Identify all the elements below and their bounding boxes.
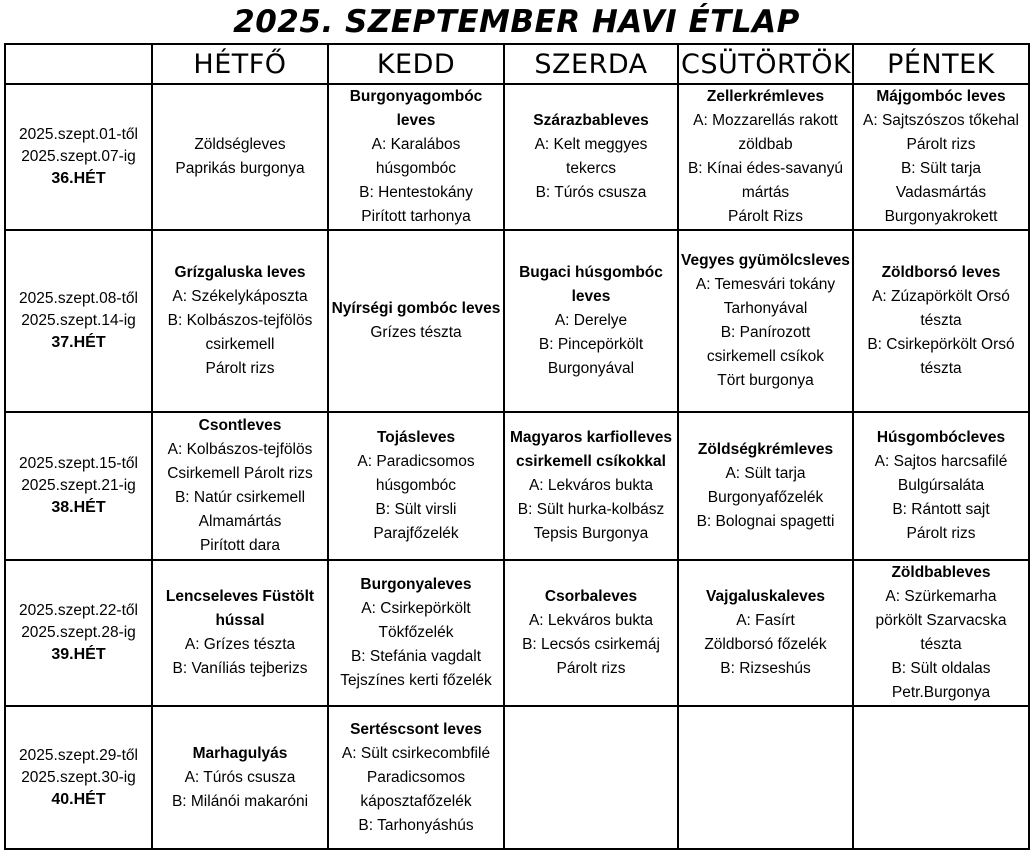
day-header-row — [5, 44, 1029, 84]
week-date-cell — [5, 560, 152, 706]
dish-line: A: Paradicsomos — [357, 453, 475, 470]
day-header-wednesday: SZERDA — [504, 44, 678, 84]
soup-line: Sertéscsont leves — [350, 720, 482, 738]
soup-line: Vegyes gyümölcsleves — [681, 252, 850, 269]
menu-cell-thursday — [678, 412, 853, 560]
week-date-cell — [5, 230, 152, 412]
menu-cell-friday — [853, 230, 1029, 412]
menu-title: 2025. SZEPTEMBER HAVI ÉTLAP — [233, 4, 800, 40]
dish-line: B: Rántott sajt — [892, 501, 990, 518]
week-row — [5, 412, 1029, 560]
dish-line: Almamártás — [198, 513, 282, 530]
dish-line: B: Csirkepörkölt Orsó — [867, 336, 1015, 353]
dish-line: B: Bolognai spagetti — [696, 513, 835, 530]
dish-line: A: Grízes tészta — [184, 636, 296, 653]
soup-line: Szárazbableves — [533, 112, 649, 129]
week-number-value: 37. — [51, 334, 74, 351]
week-number-label: HÉT — [73, 790, 106, 808]
dish-line: B: Panírozott — [720, 324, 811, 341]
dish-line: Grízes tészta — [370, 324, 462, 341]
dish-line: A: Lekváros bukta — [528, 477, 654, 494]
soup-line: Csorbaleves — [544, 588, 638, 605]
menu-cell-tuesday — [328, 230, 504, 412]
dish-line: B: Stefánia vagdalt — [350, 648, 482, 665]
soup-line: Csontleves — [198, 417, 282, 434]
dish-line: Párolt rizs — [906, 136, 976, 153]
menu-cell-thursday — [678, 560, 853, 706]
week-start-date: 2025.szept.15-től — [19, 455, 138, 472]
dish-line: B: Milánói makaróni — [171, 792, 309, 810]
menu-cell-friday — [853, 706, 1029, 849]
day-header-friday: PÉNTEK — [853, 44, 1029, 84]
dish-line: Pirított dara — [199, 537, 281, 554]
soup-line: Zöldbableves — [891, 564, 991, 581]
menu-cell-monday — [152, 560, 328, 706]
week-number-label: HÉT — [73, 334, 106, 351]
week-end-date: 2025.szept.14-ig — [21, 312, 136, 329]
day-header-thursday: CSÜTÖRTÖK — [678, 44, 853, 84]
dish-line: tészta — [920, 312, 962, 329]
week-date-cell — [5, 706, 152, 849]
dish-line: Paprikás burgonya — [175, 160, 305, 177]
dish-line: Tarhonyával — [723, 300, 808, 317]
menu-cell-friday — [853, 412, 1029, 560]
dish-line: Csirkemell Párolt rizs — [167, 465, 313, 482]
week-start-date: 2025.szept.01-től — [19, 126, 138, 143]
soup-line: Marhagulyás — [192, 744, 288, 762]
dish-line: A: Temesvári tokány — [695, 276, 836, 293]
soup-line: Burgonyagombóc — [349, 88, 483, 105]
menu-cell-wednesday — [504, 412, 678, 560]
weekly-menu-table — [4, 43, 1030, 850]
week-start-date: 2025.szept.08-től — [19, 290, 138, 307]
menu-cell-tuesday — [328, 706, 504, 849]
week-number-label: HÉT — [73, 170, 106, 187]
dish-line: Zöldborsó főzelék — [704, 636, 827, 653]
menu-cell-thursday — [678, 706, 853, 849]
dish-line: Burgonyával — [547, 360, 635, 377]
dish-line: Párolt rizs — [205, 360, 275, 377]
menu-cell-tuesday — [328, 84, 504, 230]
dish-line: Petr.Burgonya — [891, 684, 991, 701]
dish-line: tekercs — [566, 160, 616, 177]
dish-line: Tepsis Burgonya — [533, 525, 649, 542]
week-number — [8, 497, 149, 519]
dish-line: A: Szürkemarha — [885, 588, 997, 605]
dish-line: A: Kolbászos-tejfölös — [167, 441, 313, 458]
menu-cell-wednesday — [504, 84, 678, 230]
dish-line: B: Rizseshús — [720, 660, 811, 677]
week-end-date: 2025.szept.28-ig — [21, 624, 136, 641]
menu-cell-wednesday — [504, 230, 678, 412]
soup-line: Zöldségkrémleves — [697, 441, 834, 458]
soup-line: Bugaci húsgombóc — [519, 264, 663, 281]
dish-line: A: Derelye — [554, 312, 628, 329]
week-date-cell — [5, 412, 152, 560]
menu-cell-friday — [853, 84, 1029, 230]
soup-line: csirkemell csíkokkal — [516, 453, 666, 470]
dish-line: pörkölt Szarvacska — [875, 612, 1007, 629]
week-number-value: 36. — [51, 170, 74, 187]
dish-line: B: Sült virsli — [375, 501, 457, 518]
week-number-label: HÉT — [73, 646, 106, 663]
dish-line: Burgonyafőzelék — [707, 489, 824, 506]
day-header-tuesday: KEDD — [328, 44, 504, 84]
menu-cell-tuesday — [328, 412, 504, 560]
dish-line: A: Kelt meggyes — [534, 136, 648, 153]
dish-line: B: Pincepörkölt — [538, 336, 644, 353]
soup-line: Nyírségi gombóc leves — [331, 300, 501, 317]
dish-line: Bulgúrsaláta — [897, 477, 985, 494]
week-start-date: 2025.szept.29-től — [19, 746, 138, 764]
day-header-monday: HÉTFŐ — [152, 44, 328, 84]
dish-line: A: Sajtszószos tőkehal — [863, 112, 1019, 129]
dish-line: Parajfőzelék — [373, 525, 459, 542]
dish-line: A: Sajtos harcsafilé — [874, 453, 1008, 470]
dish-line: húsgombóc — [375, 160, 457, 177]
dish-line: zöldbab — [738, 136, 793, 153]
dish-line: A: Sült csirkecombfilé — [341, 744, 491, 762]
week-end-date: 2025.szept.30-ig — [21, 768, 136, 786]
dish-line: B: Sült hurka-kolbász — [517, 501, 665, 518]
soup-line: Magyaros karfiolleves — [510, 429, 672, 446]
dish-line: B: Kínai édes-savanyú — [687, 160, 844, 177]
week-number — [8, 168, 149, 190]
menu-cell-wednesday — [504, 706, 678, 849]
dish-line: A: Sült tarja — [725, 465, 806, 482]
dish-line: B: Natúr csirkemell — [174, 489, 306, 506]
soup-line: Májgombóc leves — [876, 88, 1006, 105]
soup-line: Zellerkrémleves — [706, 88, 825, 105]
soup-line: Vajgaluskaleves — [706, 588, 825, 605]
dish-line: csirkemell csíkok — [706, 348, 825, 365]
dish-line: Vadasmártás — [895, 184, 987, 201]
week-number-label: HÉT — [73, 499, 106, 516]
dish-line: Tökfőzelék — [378, 624, 454, 641]
dish-line: B: Tarhonyáshús — [358, 816, 474, 834]
dish-line: A: Zúzapörkölt Orsó — [872, 288, 1010, 305]
week-row — [5, 560, 1029, 706]
week-number — [8, 332, 149, 354]
dish-line: B: Hentestokány — [359, 184, 473, 201]
dish-line: B: Lecsós csirkemáj — [522, 636, 660, 653]
dish-line: Párolt Rizs — [728, 208, 803, 225]
menu-cell-thursday — [678, 230, 853, 412]
dish-line: B: Sült oldalas — [891, 660, 991, 677]
dish-line: A: Fasírt — [736, 612, 795, 629]
dish-line: húsgombóc — [375, 477, 457, 494]
soup-line: hússal — [215, 612, 265, 629]
dish-line: Párolt rizs — [906, 525, 976, 542]
soup-line: Burgonyaleves — [360, 576, 472, 593]
week-row — [5, 230, 1029, 412]
soup-line: Grízgaluska leves — [174, 264, 306, 281]
dish-line: A: Lekváros bukta — [528, 612, 654, 629]
dish-line: Tejszínes kerti főzelék — [340, 672, 492, 689]
week-number-value: 39. — [51, 646, 74, 663]
dish-line: Pirított tarhonya — [361, 208, 471, 225]
week-start-date: 2025.szept.22-től — [19, 602, 138, 619]
dish-line: B: Vaníliás tejberizs — [172, 660, 308, 677]
dish-line: csirkemell — [205, 336, 275, 353]
dish-line: A: Székelykáposzta — [172, 288, 308, 305]
week-number-value: 40. — [51, 790, 74, 808]
soup-line: leves — [571, 288, 611, 305]
week-row — [5, 84, 1029, 230]
soup-line: leves — [396, 112, 436, 129]
dish-line: A: Csirkepörkölt — [361, 600, 471, 617]
soup-line: Lencseleves Füstölt — [165, 588, 315, 605]
dish-line: Párolt rizs — [556, 660, 626, 677]
menu-cell-monday — [152, 230, 328, 412]
menu-cell-monday — [152, 412, 328, 560]
dish-line: Tört burgonya — [717, 372, 814, 389]
week-end-date: 2025.szept.07-ig — [21, 148, 136, 165]
week-row — [5, 706, 1029, 849]
dish-line: A: Karalábos — [371, 136, 461, 153]
corner-cell — [5, 44, 152, 84]
menu-cell-thursday — [678, 84, 853, 230]
dish-line: B: Kolbászos-tejfölös — [167, 312, 313, 329]
menu-cell-monday — [152, 706, 328, 849]
dish-line: B: Túrós csusza — [535, 184, 647, 201]
dish-line: A: Túrós csusza — [184, 768, 296, 786]
menu-cell-monday — [152, 84, 328, 230]
dish-line: B: Sült tarja — [900, 160, 982, 177]
menu-cell-tuesday — [328, 560, 504, 706]
week-end-date: 2025.szept.21-ig — [21, 477, 136, 494]
menu-cell-friday — [853, 560, 1029, 706]
dish-line: mártás — [741, 184, 790, 201]
week-number — [8, 644, 149, 666]
week-number-value: 38. — [51, 499, 74, 516]
dish-line: A: Mozzarellás rakott — [693, 112, 838, 129]
dish-line: Zöldségleves — [194, 136, 286, 153]
week-number — [8, 789, 149, 811]
soup-line: Húsgombócleves — [876, 429, 1006, 446]
week-date-cell — [5, 84, 152, 230]
dish-line: tészta — [920, 636, 962, 653]
dish-line: tészta — [920, 360, 962, 377]
dish-line: Paradicsomos — [366, 768, 466, 786]
soup-line: Zöldborsó leves — [881, 264, 1001, 281]
soup-line: Tojásleves — [376, 429, 456, 446]
dish-line: káposztafőzelék — [360, 792, 472, 810]
dish-line: Burgonyakrokett — [884, 208, 998, 225]
menu-cell-wednesday — [504, 560, 678, 706]
